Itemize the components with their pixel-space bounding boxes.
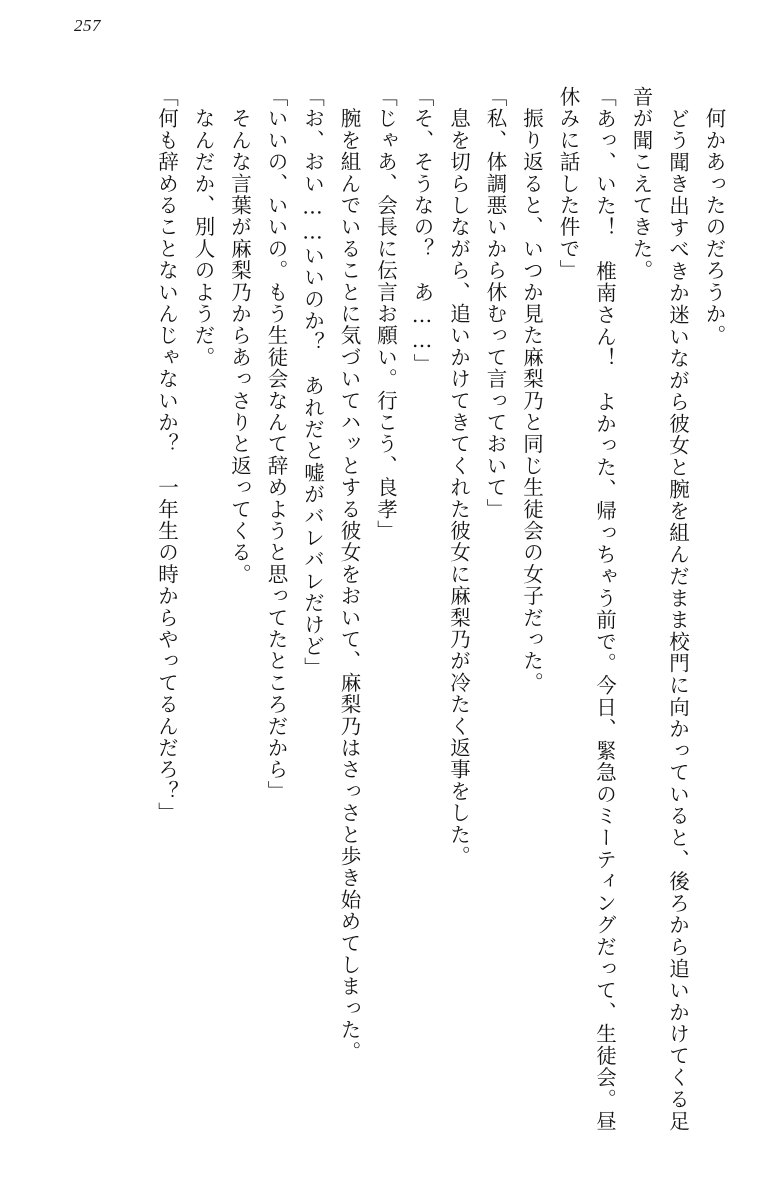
page-number: 257 [74,16,101,35]
paragraph: 「お、おい……いいのか？ あれだと嘘がバレバレだけど」 [300,86,325,679]
paragraph: そんな言葉が麻梨乃からあっさりと返ってくる。 [227,86,252,586]
paragraph: 息を切らしながら、追いかけてきてくれた彼女に麻梨乃が冷たく返事をした。 [446,86,471,868]
paragraph: 「そ、そうなの？ あ……」 [410,86,434,376]
vertical-text-body [40,86,732,1132]
paragraph: 「私、体調悪いから休むって言っておいて」 [483,86,507,520]
paragraph: 「何も辞めることないんじゃないか？ 一年生の時からやってるんだろ？」 [154,86,179,824]
paragraph: 振り返ると、いつか見た麻梨乃と同じ生徒会の女子だった。 [519,86,544,694]
paragraph: 「いいの、いいの。もう生徒会なんて辞めようと思ってたところだから」 [264,86,288,803]
paragraph: なんだか、別人のようだ。 [191,86,215,369]
paragraph: 「じゃあ、会長に伝言お願い。行こう、良孝」 [373,86,398,542]
paragraph: 「あっ、いた！ 椎南さん！ よかった、帰っちゃう前で。今日、緊急のミーティングだって、生徒会。昼休みに話した件で」 [556,86,617,1132]
paragraph: 腕を組んでいることに気づいてハッとする彼女をおいて、麻梨乃はさっさと歩き始めてしまった。 [337,86,361,1063]
paragraph: 何かあったのだろうか。 [702,86,726,347]
paragraph: どう聞き出すべきか迷いながら彼女と腕を組んだまま校門に向かっていると、後ろから追いかけてくる足音が聞こえてきた。 [629,86,690,1132]
